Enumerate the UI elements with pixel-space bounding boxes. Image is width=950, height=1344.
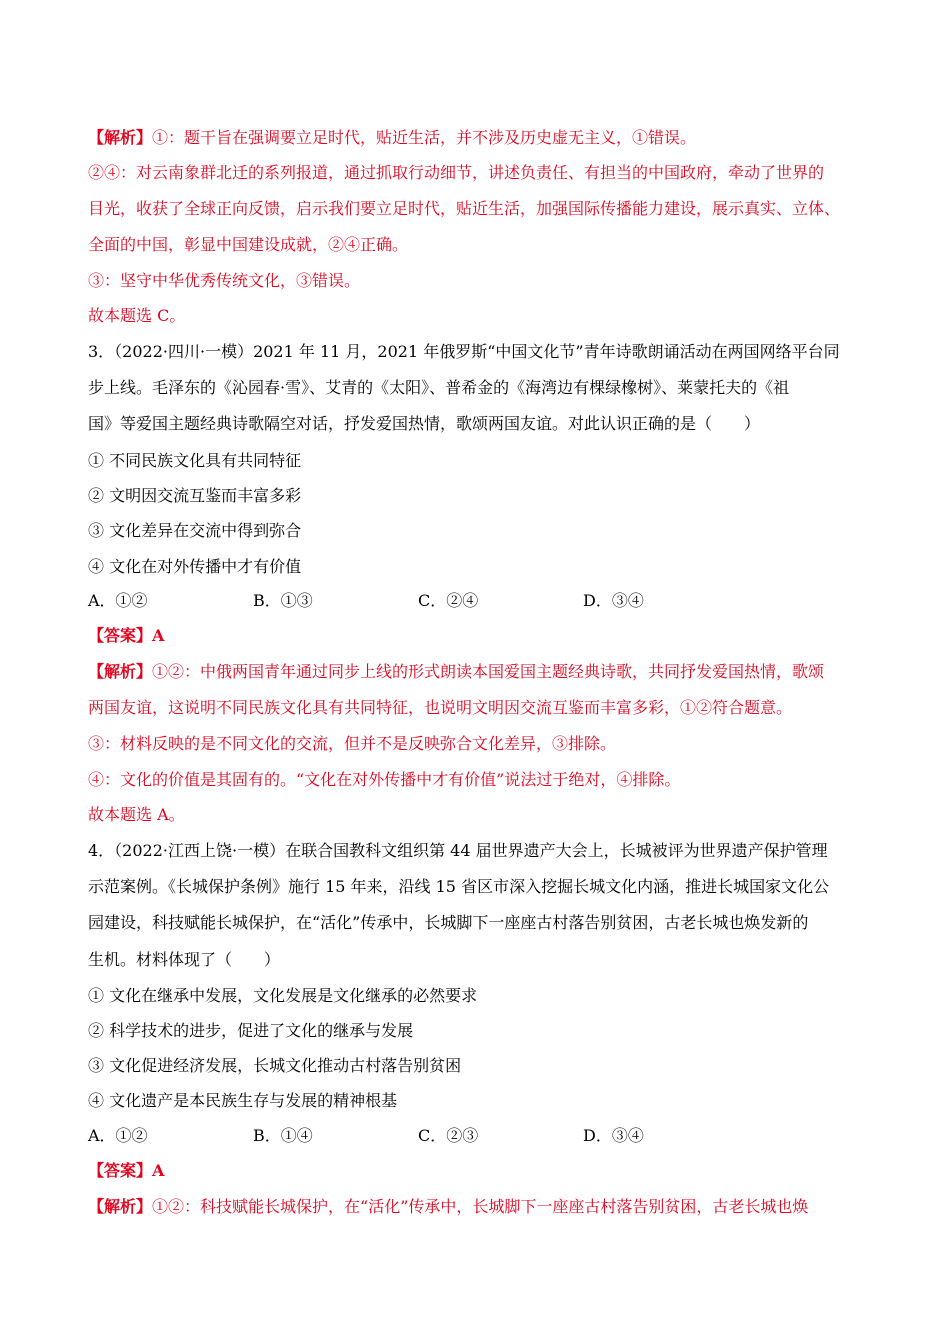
question-3-item: ① 不同民族文化具有共同特征 <box>88 451 302 470</box>
question-4-item: ② 科学技术的进步，促进了文化的继承与发展 <box>88 1021 414 1040</box>
jiexi-tag: 【解析】 <box>88 128 153 147</box>
option-d: D．③④ <box>583 1126 644 1145</box>
explanation-line: 目光，收获了全球正向反馈，启示我们要立足时代，贴近生活，加强国际传播能力建设，展示真实、立体、 <box>88 199 841 218</box>
question-3-item: ④ 文化在对外传播中才有价值 <box>88 557 302 576</box>
question-3-stem: 国》等爱国主题经典诗歌隔空对话，抒发爱国热情，歌颂两国友谊。对此认识正确的是（ ） <box>88 414 761 433</box>
explanation-line: ③：材料反映的是不同文化的交流，但并不是反映弥合文化差异，③排除。 <box>88 734 617 753</box>
question-3-item: ② 文明因交流互鉴而丰富多彩 <box>88 486 302 505</box>
explanation-line: 【解析】①②：中俄两国青年通过同步上线的形式朗读本国爱国主题经典诗歌，共同抒发爱国热情，歌颂 <box>88 662 825 681</box>
answer-value: A <box>152 1161 165 1180</box>
option-c: C．②③ <box>418 1126 479 1145</box>
conclusion-line: 故本题选 A。 <box>88 805 185 824</box>
explanation-line: ④：文化的价值是其固有的。“文化在对外传播中才有价值”说法过于绝对，④排除。 <box>88 770 681 789</box>
explanation-line: 【解析】①：题干旨在强调要立足时代，贴近生活，并不涉及历史虚无主义，①错误。 <box>88 128 697 147</box>
explanation-line: 两国友谊，这说明不同民族文化具有共同特征，也说明文明因交流互鉴而丰富多彩，①②符合题意。 <box>88 698 793 717</box>
explanation-line: 【解析】①②：科技赋能长城保护，在“活化”传承中，长城脚下一座座古村落告别贫困，古老长城也焕 <box>88 1197 809 1216</box>
question-4-stem: 园建设，科技赋能长城保护，在“活化”传承中，长城脚下一座座古村落告别贫困，古老长城也焕发新的 <box>88 913 809 932</box>
answer-value: A <box>152 626 165 645</box>
jiexi-tag: 【解析】 <box>88 662 153 681</box>
option-b: B．①④ <box>253 1126 313 1145</box>
question-4-item: ④ 文化遗产是本民族生存与发展的精神根基 <box>88 1091 398 1110</box>
option-c: C．②④ <box>418 591 479 610</box>
question-4-stem: 示范案例。《长城保护条例》施行 15 年来，沿线 15 省区市深入挖掘长城文化内涵，推进长城国家文化公 <box>88 877 830 896</box>
question-4-item: ③ 文化促进经济发展，长城文化推动古村落告别贫困 <box>88 1056 462 1075</box>
answer-line: 【答案】A <box>88 626 165 645</box>
explanation-line: ②④：对云南象群北迁的系列报道，通过抓取行动细节，讲述负责任、有担当的中国政府，牵动了世界的 <box>88 163 825 182</box>
explanation-line: ③：坚守中华优秀传统文化，③错误。 <box>88 271 361 290</box>
answer-line: 【答案】A <box>88 1161 165 1180</box>
question-3-stem: 步上线。毛泽东的《沁园春·雪》、艾青的《太阳》、普希金的《海湾边有棵绿橡树》、莱蒙托夫的《祖 <box>88 378 790 397</box>
question-3-item: ③ 文化差异在交流中得到弥合 <box>88 521 302 540</box>
option-a: A．①② <box>88 591 148 610</box>
option-a: A．①② <box>88 1126 148 1145</box>
option-b: B．①③ <box>253 591 313 610</box>
question-4-stem: 生机。材料体现了（ ） <box>88 950 281 969</box>
jiexi-tag: 【解析】 <box>88 1197 153 1216</box>
explanation-line: 全面的中国，彰显中国建设成就，②④正确。 <box>88 235 409 254</box>
question-3-stem: 3．（2022·四川·一模）2021 年 11 月，2021 年俄罗斯“中国文化节”青年诗歌朗诵活动在两国网络平台同 <box>88 342 840 361</box>
conclusion-line: 故本题选 C。 <box>88 306 186 325</box>
option-d: D．③④ <box>583 591 644 610</box>
question-4-stem: 4．（2022·江西上饶·一模）在联合国教科文组织第 44 届世界遗产大会上，长城被评为世界遗产保护管理 <box>88 841 828 860</box>
question-4-item: ① 文化在继承中发展，文化发展是文化继承的必然要求 <box>88 986 478 1005</box>
